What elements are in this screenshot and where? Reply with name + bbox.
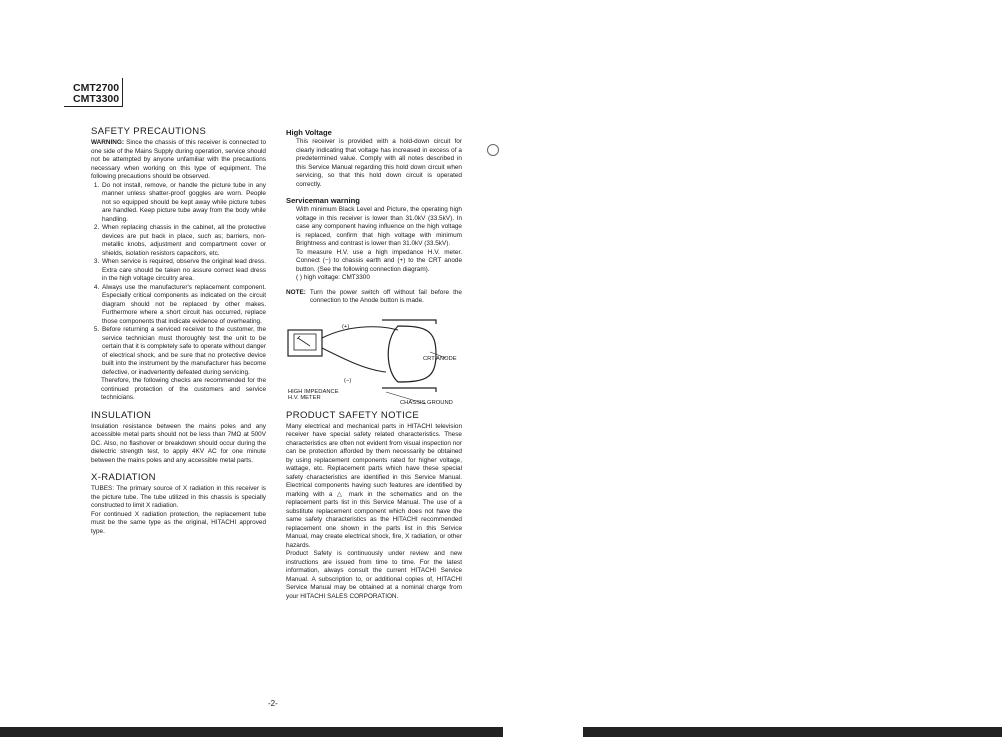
meter-label: HIGH IMPEDANCE H.V. METER xyxy=(288,388,339,401)
xradiation-text: TUBES: The primary source of X radiation in this receiver is the picture tube. The tube utilized in this chassis is specially constructed to limit X radiation. xyxy=(91,485,266,509)
serviceman-text: To measure H.V. use a high impedance H.V. meter. Connect (−) to chassis earth and (+) to the CRT anode button. (See the following connection diagram). xyxy=(296,248,462,273)
closing-paragraph: Therefore, the following checks are recommended for the continued protection of the customers and service technicians. xyxy=(101,377,266,401)
precautions-list xyxy=(91,182,266,378)
list-item: 4. Always use the manufacturer's replacement component. Especially critical components as indicated on the circuit diagram should not be replaced by other makes. Furthermore where a short circuit has occurred, replace those components that indicate evidence of overheating. xyxy=(101,284,266,327)
section-title: SAFETY PRECAUTIONS xyxy=(91,126,207,137)
chassis-ground-label: CHASSIS GROUND xyxy=(400,399,453,406)
section-title: X-RADIATION xyxy=(91,472,156,483)
minus-terminal-label: (−) xyxy=(344,377,352,384)
scan-edge-gap xyxy=(503,727,583,737)
model-header xyxy=(73,83,119,105)
warning-paragraph xyxy=(91,139,266,182)
warning-label: WARNING: xyxy=(91,139,125,146)
product-safety-text: Many electrical and mechanical parts in HITACHI television receiver have special safety related characteristics. These characteristics are often not evident from visual inspection nor can be protection afforded by them necessarily be obtained by using replacement components rated for higher voltage, wattage, etc. Replacement parts which have these special safety characteristics are identified in this Service Manual. Electrical components having such features are identified by marking with a △ mark in the schematics and on the replacement parts list in this Service Manual. The use of a substitute replacement component which does not have the same safety characteristics as the HITACHI recommended replacement one shown in the parts list in this Service Manual, may create electrical shock, fire, X radiation, or other hazards. xyxy=(286,422,462,549)
list-item: 5. Before returning a serviced receiver to the customer, the service technician must thoroughly test the unit to be certain that it is completely safe to operate without danger of electrical shock, and be sure that no protective device built into the instrument by the manufacturer has become defective, or inadvertently defeated during servicing. xyxy=(101,326,266,377)
section-title: INSULATION xyxy=(91,409,152,421)
section-title: PRODUCT SAFETY NOTICE xyxy=(286,409,420,421)
serviceman-text: With minimum Black Level and Picture, the operating high voltage in this receiver is lower than 31.0kV (33.5kV). In case any component having influence on the high voltage is replaced, confirm that high voltage with minimum Brightness and contrast is lower than 31.0kV (33.5kV). xyxy=(296,206,462,247)
scan-edge xyxy=(0,727,1002,737)
insulation-text: Insulation resistance between the mains poles and any accessible metal parts should not be less than 7MΩ at 500V DC. Also, no flashover or breakdown should occur during the dielectric strength test, to apply 4KV AC for one minute between the mains poles and any accessible metal parts. xyxy=(91,422,266,464)
section-title: High Voltage xyxy=(286,128,332,137)
right-column xyxy=(286,128,462,601)
xradiation-text: For continued X radiation protection, the replacement tube must be the same type as the original, HITACHI approved type. xyxy=(91,510,266,535)
note xyxy=(286,289,462,306)
model-name: CMT3300 xyxy=(73,93,120,105)
list-item: 2. When replacing chassis in the cabinet, all the protective devices are put back in place, such as; barriers, non-metallic knobs, adjustment and compartment cover or shields, isolation resistors capacitors, etc. xyxy=(101,224,266,258)
high-voltage-text: This receiver is provided with a hold-down circuit for clearly indicating that voltage has increased in excess of a predetermined value. Comply with all notes described in this Service Manual regarding this hold down circuit when servicing, so that this hold down circuit is operated correctly. xyxy=(296,138,462,188)
list-item: 3. When service is required, observe the original lead dress. Extra care should be taken no assure correct lead dress in the high voltage circuitry area. xyxy=(101,258,266,284)
list-item: 1. Do not install, remove, or handle the picture tube in any manner unless shatter-proof goggles are worn. People not so equipped should be kept away while picture tubes are handled. Keep picture tube away from the body while handling. xyxy=(101,182,266,225)
plus-terminal-label: (+) xyxy=(342,323,350,330)
product-safety-text: Product Safety is continuously under review and new instructions are issued from time to time. For the latest information, always consult the current HITACHI Service Manual. A subscription to, or additional copies of, HITACHI Service Manual may be obtained at a nominal charge from your HITACHI SALES CORPORATION. xyxy=(286,550,462,600)
warning-text: Since the chassis of this receiver is connected to one side of the Mains Supply during operation, service should not be attempted by anyone unfamiliar with the precautions necessary when working on this type of equipment. The following precautions should be observed. xyxy=(91,139,266,180)
note-label: NOTE: xyxy=(286,288,306,296)
section-title: Serviceman warning xyxy=(286,196,360,205)
page-number: -2- xyxy=(268,699,278,708)
punch-hole-mark xyxy=(487,144,499,156)
crt-anode-label: CRT ANODE xyxy=(423,355,457,362)
serviceman-text: ( ) high voltage: CMT3300 xyxy=(296,274,370,281)
model-name: CMT2700 xyxy=(73,82,120,94)
left-column xyxy=(91,126,266,536)
note-text: Turn the power switch off without fail before the connection to the Anode button is made. xyxy=(309,288,462,304)
connection-diagram xyxy=(286,316,462,406)
